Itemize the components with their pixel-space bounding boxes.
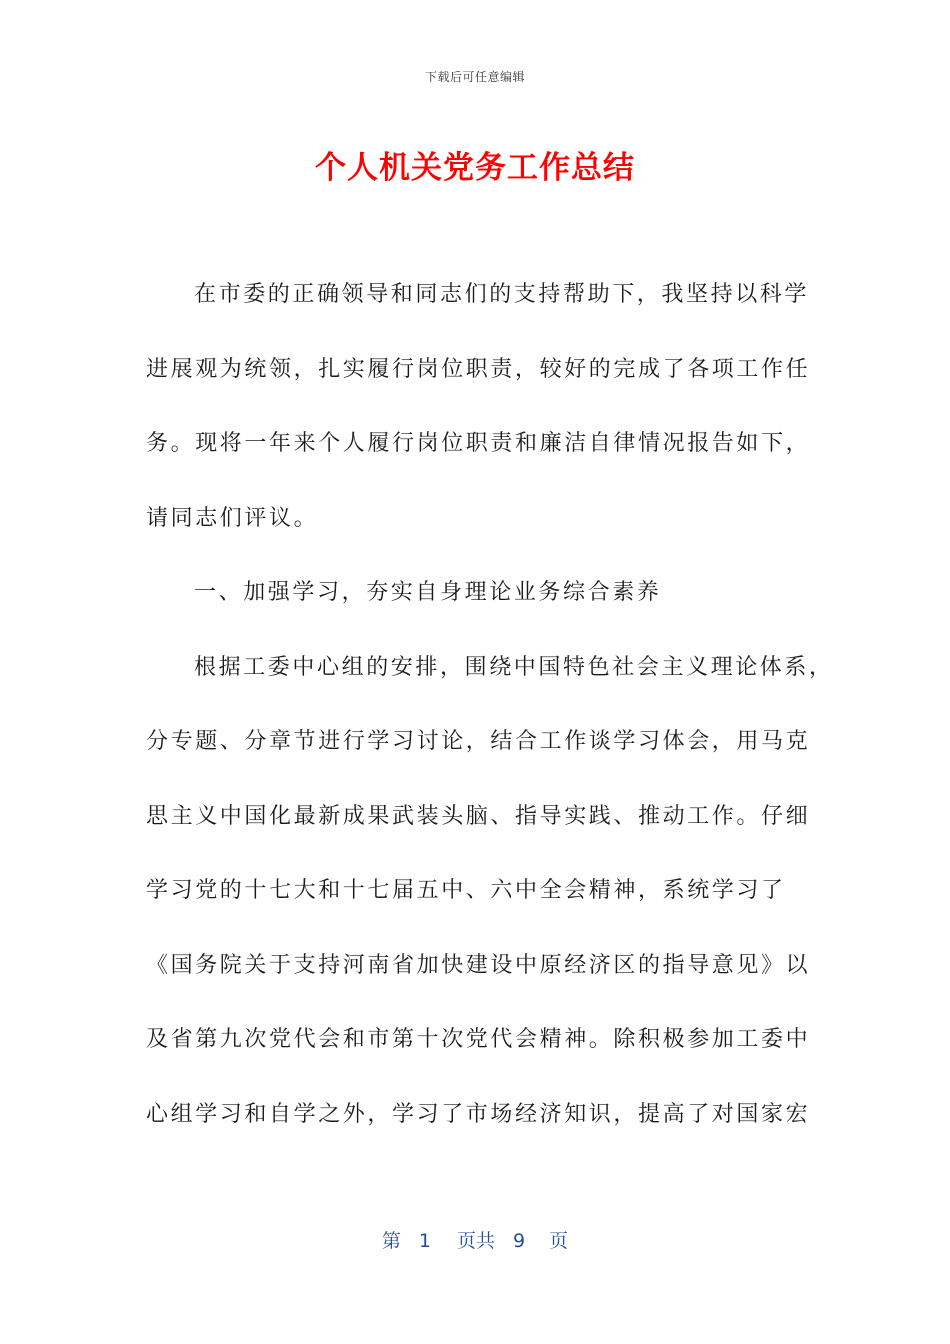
paragraph-line: 根据工委中心组的安排，围绕中国特色社会主义理论体系，	[194, 654, 834, 680]
paragraph-line: 进展观为统领，扎实履行岗位职责，较好的完成了各项工作任	[146, 356, 811, 382]
paragraph-line: 《国务院关于支持河南省加快建设中原经济区的指导意见》以	[146, 952, 811, 978]
page-footer	[0, 1226, 950, 1253]
paragraph-line: 务。现将一年来个人履行岗位职责和廉洁自律情况报告如下，	[146, 431, 811, 456]
page-label-middle: 页共	[456, 1230, 495, 1252]
page-label-suffix: 页	[549, 1230, 569, 1252]
paragraph-line: 分专题、分章节进行学习讨论，结合工作谈学习体会，用马克	[146, 729, 811, 754]
paragraph-line: 思主义中国化最新成果武装头脑、指导实践、推动工作。仔细	[146, 803, 811, 829]
current-page-number: 1	[418, 1230, 431, 1252]
paragraph-line: 学习党的十七大和十七届五中、六中全会精神，系统学习了	[146, 878, 786, 903]
paragraph-line: 在市委的正确领导和同志们的支持帮助下，我坚持以科学	[194, 282, 810, 307]
document-body	[146, 270, 834, 1164]
paragraph-line: 请同志们评议。	[146, 505, 319, 531]
document-title: 个人机关党务工作总结	[315, 150, 635, 186]
total-pages-number: 9	[513, 1230, 526, 1252]
page-label-prefix: 第	[381, 1230, 401, 1252]
section-heading: 一、加强学习，夯实自身理论业务综合素养	[194, 580, 662, 605]
paragraph-line: 心组学习和自学之外，学习了市场经济知识，提高了对国家宏	[146, 1101, 811, 1127]
header-note: 下载后可任意编辑	[424, 70, 525, 84]
paragraph-line: 及省第九次党代会和市第十次党代会精神。除积极参加工委中	[146, 1027, 811, 1052]
